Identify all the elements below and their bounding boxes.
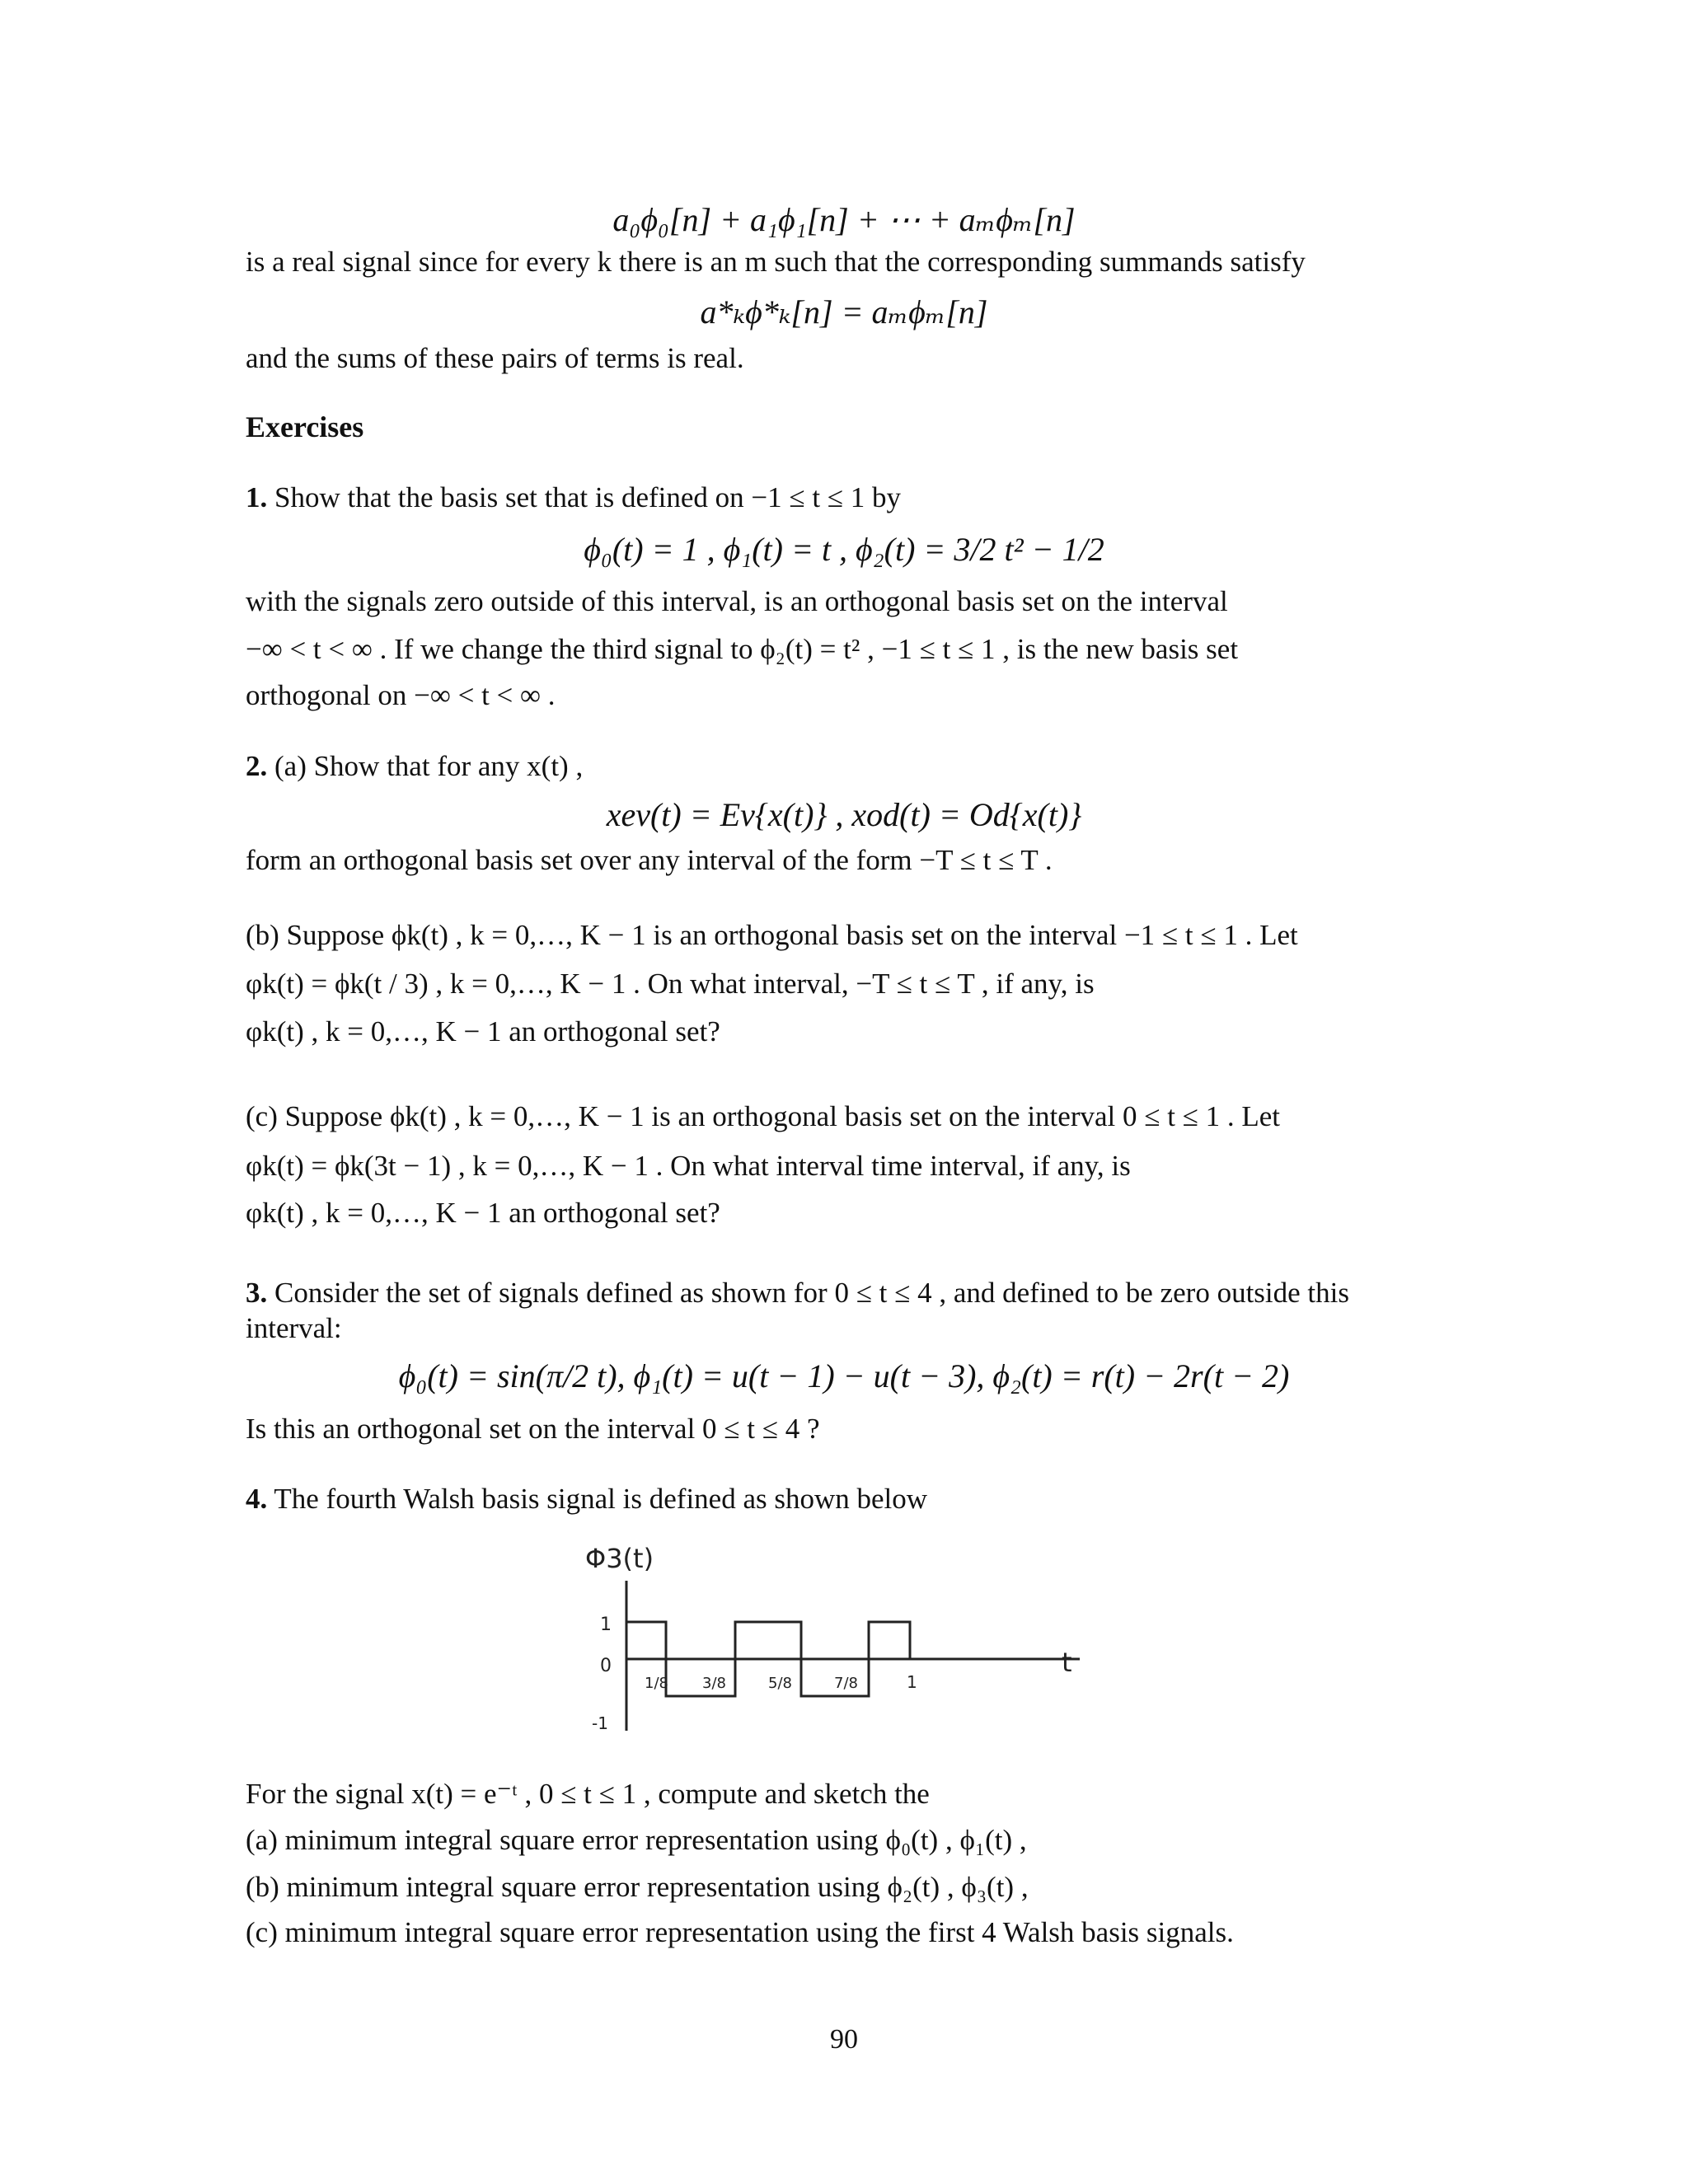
exercise1-text2: with the signals zero outside of this interval, is an orthogonal basis set on the interval xyxy=(246,585,1228,617)
exercise1-number: 1. xyxy=(246,481,268,513)
exercise2-c-text3: φk(t) , k = 0,…, K − 1 an orthogonal set? xyxy=(246,1197,720,1229)
exercise3-text3: Is this an orthogonal set on the interval 0 ≤ t ≤ 4 ? xyxy=(246,1413,820,1445)
intro-equation-pair xyxy=(0,293,1688,332)
exercise2-b-text1: (b) Suppose ϕk(t) , k = 0,…, K − 1 is an orthogonal basis set on the interval −1 ≤ t ≤ 1 . Let xyxy=(246,919,1298,951)
exercise3-number: 3. xyxy=(246,1277,268,1309)
x-tick-5-8: 5/8 xyxy=(768,1675,792,1692)
x-axis-label: t xyxy=(1062,1647,1072,1678)
exercise2-number: 2. xyxy=(246,750,268,782)
exercise2-a-text: (a) Show that for any x(t) , xyxy=(274,750,584,782)
exercise1-equation: ϕ₀(t) = 1 , ϕ₁(t) = t , ϕ₂(t) = 3/2 t² − 1/2 xyxy=(584,531,1104,568)
exercise4-item-b: (b) minimum integral square error representation using ϕ₂(t) , ϕ₃(t) , xyxy=(246,1871,1029,1903)
exercise1-text4: orthogonal on −∞ < t < ∞ . xyxy=(246,679,556,711)
intro-eq1: a₀ϕ₀[n] + a₁ϕ₁[n] + ⋯ + aₘϕₘ[n] xyxy=(612,201,1076,238)
x-tick-1: 1 xyxy=(907,1672,917,1692)
exercise2-line1 xyxy=(246,748,583,785)
walsh-function-figure xyxy=(577,1540,1104,1762)
x-tick-1-8: 1/8 xyxy=(645,1675,668,1692)
x-tick-7-8: 7/8 xyxy=(834,1675,858,1692)
intro-text-1: is a real signal since for every k there is an m such that the corresponding summands satisfy xyxy=(246,246,1306,278)
exercise3-line1 xyxy=(246,1275,1349,1311)
exercise4-text1: The fourth Walsh basis signal is defined as shown below xyxy=(274,1483,928,1515)
exercise3-text1: Consider the set of signals defined as shown for 0 ≤ t ≤ 4 , and defined to be zero outside this xyxy=(274,1277,1349,1309)
intro-eq2: a*ₖϕ*ₖ[n] = aₘϕₘ[n] xyxy=(700,293,988,330)
exercise2-a-text2: form an orthogonal basis set over any interval of the form −T ≤ t ≤ T . xyxy=(246,844,1053,876)
intro-equation-sum xyxy=(0,200,1688,240)
exercise3-equation: ϕ₀(t) = sin(π/2 t), ϕ₁(t) = u(t − 1) − u(t − 3), ϕ₂(t) = r(t) − 2r(t − 2) xyxy=(398,1357,1290,1394)
intro-text-2: and the sums of these pairs of terms is real. xyxy=(246,342,744,374)
exercise2-c-text1: (c) Suppose ϕk(t) , k = 0,…, K − 1 is an orthogonal basis set on the interval 0 ≤ t ≤ 1 . Let xyxy=(246,1100,1281,1132)
section-heading: Exercises xyxy=(246,410,364,443)
exercise4-text2: For the signal x(t) = e⁻ᵗ , 0 ≤ t ≤ 1 , compute and sketch the xyxy=(246,1778,930,1810)
exercise2-b-text2: φk(t) = ϕk(t / 3) , k = 0,…, K − 1 . On what interval, −T ≤ t ≤ T , if any, is xyxy=(246,968,1095,1000)
y-tick-1: 1 xyxy=(600,1615,612,1635)
exercise1-text3: −∞ < t < ∞ . If we change the third signal to ϕ₂(t) = t² , −1 ≤ t ≤ 1 , is the new basis set xyxy=(246,633,1239,665)
figure-title: Φ3(t) xyxy=(585,1543,654,1574)
y-tick-0: 0 xyxy=(600,1656,612,1676)
exercise2-b-text3: φk(t) , k = 0,…, K − 1 an orthogonal set? xyxy=(246,1015,720,1047)
page-number: 90 xyxy=(830,2024,858,2055)
exercise4-number: 4. xyxy=(246,1483,268,1515)
exercise1-text1: Show that the basis set that is defined on −1 ≤ t ≤ 1 by xyxy=(274,481,902,513)
exercise3-text2: interval: xyxy=(246,1312,342,1344)
exercise2-a-equation: xev(t) = Ev{x(t)} , xod(t) = Od{x(t)} xyxy=(606,796,1082,833)
exercise4-item-c: (c) minimum integral square error representation using the first 4 Walsh basis signals. xyxy=(246,1916,1234,1948)
y-tick-minus1: -1 xyxy=(592,1713,608,1733)
exercise4-line1 xyxy=(246,1481,927,1517)
x-tick-3-8: 3/8 xyxy=(702,1675,726,1692)
exercise1-line1 xyxy=(246,480,901,516)
exercise2-c-text2: φk(t) = ϕk(3t − 1) , k = 0,…, K − 1 . On what interval time interval, if any, is xyxy=(246,1150,1131,1182)
exercise4-item-a: (a) minimum integral square error representation using ϕ₀(t) , ϕ₁(t) , xyxy=(246,1824,1027,1856)
